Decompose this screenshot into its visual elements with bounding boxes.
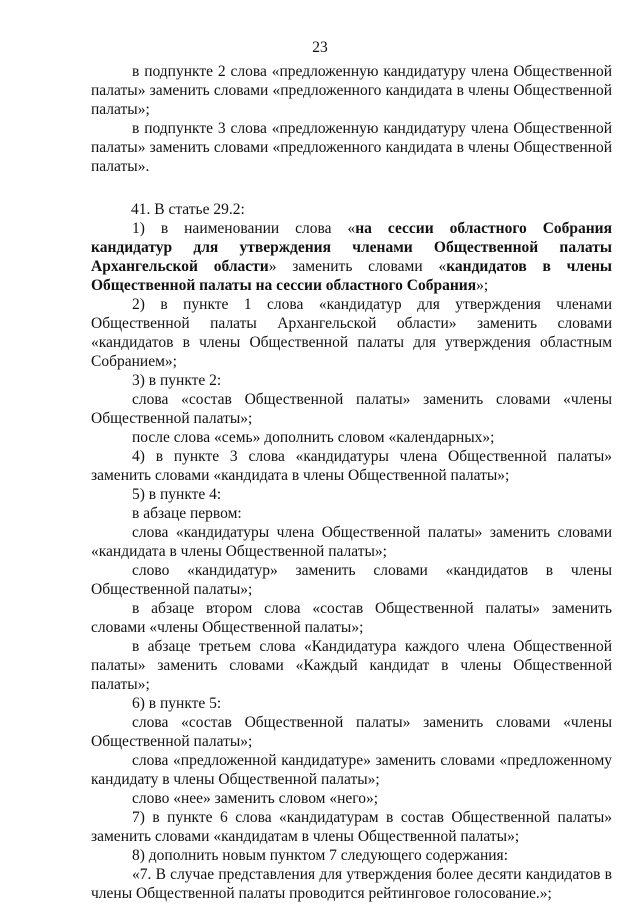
list-item: в абзаце первом: bbox=[132, 505, 242, 522]
item-bold-text: на сессии областного Собрания кандидатур для утверждения членами Общественной палаты Архангельской области bbox=[91, 220, 613, 275]
list-item: после слова «семь» дополнить словом «календарных»; bbox=[132, 429, 495, 446]
item-text: »; bbox=[476, 277, 489, 294]
item-text: » заменить словами « bbox=[268, 258, 447, 275]
item-bold-text: кандидатов в члены Общественной палаты на сессии областного Собрания bbox=[91, 258, 612, 294]
list-item: слова «кандидатуры члена Общественной палаты» заменить словами «кандидата в члены Общественной палаты»; bbox=[91, 524, 612, 560]
document-body bbox=[91, 62, 612, 903]
list-item: в абзаце третьем слова «Кандидатура каждого члена Общественной палаты» заменить словами «Каждый кандидат в члены Общественной палаты»; bbox=[91, 638, 612, 693]
list-item: 7) в пункте 6 слова «кандидатурам в состав Общественной палаты» заменить словами «кандидатам в члены Общественной палаты»; bbox=[91, 809, 612, 845]
section-heading: 41. В статье 29.2: bbox=[131, 201, 245, 218]
list-item: 3) в пункте 2: bbox=[132, 372, 222, 389]
list-item: 6) в пункте 5: bbox=[132, 695, 222, 712]
list-item: 8) дополнить новым пунктом 7 следующего содержания: bbox=[132, 847, 508, 864]
list-item bbox=[91, 219, 612, 295]
spacer bbox=[91, 176, 612, 200]
item-text: 1) в наименовании слова « bbox=[132, 220, 356, 237]
page-number: 23 bbox=[312, 39, 328, 56]
list-item: 2) в пункте 1 слова «кандидатур для утверждения членами Общественной палаты Архангельской области» заменить словами «кандидатов в члены Общественной палаты для утверждения областным Собранием»; bbox=[91, 296, 612, 370]
list-item: слова «предложенной кандидатуре» заменить словами «предложенному кандидату в члены Общественной палаты»; bbox=[91, 752, 612, 788]
list-item: 4) в пункте 3 слова «кандидатуры члена Общественной палаты» заменить словами «кандидата в члены Общественной палаты»; bbox=[91, 448, 612, 484]
paragraph: в подпункте 2 слова «предложенную кандидатуру члена Общественной палаты» заменить словами «предложенного кандидата в члены Общественной палаты»; bbox=[91, 63, 612, 118]
list-item: слово «кандидатур» заменить словами «кандидатов в члены Общественной палаты»; bbox=[91, 562, 612, 598]
list-item: слова «состав Общественной палаты» заменить словами «члены Общественной палаты»; bbox=[91, 714, 612, 750]
paragraph: в подпункте 3 слова «предложенную кандидатуру члена Общественной палаты» заменить словами «предложенного кандидата в члены Общественной палаты». bbox=[91, 120, 612, 175]
list-item: 5) в пункте 4: bbox=[132, 486, 222, 503]
list-item: «7. В случае представления для утверждения более десяти кандидатов в члены Общественной палаты проводится рейтинговое голосование.»; bbox=[91, 866, 612, 902]
list-item: слово «нее» заменить словом «него»; bbox=[132, 790, 379, 807]
list-item: в абзаце втором слова «состав Общественной палаты» заменить словами «члены Общественной палаты»; bbox=[91, 600, 612, 636]
list-item: слова «состав Общественной палаты» заменить словами «члены Общественной палаты»; bbox=[91, 391, 612, 427]
